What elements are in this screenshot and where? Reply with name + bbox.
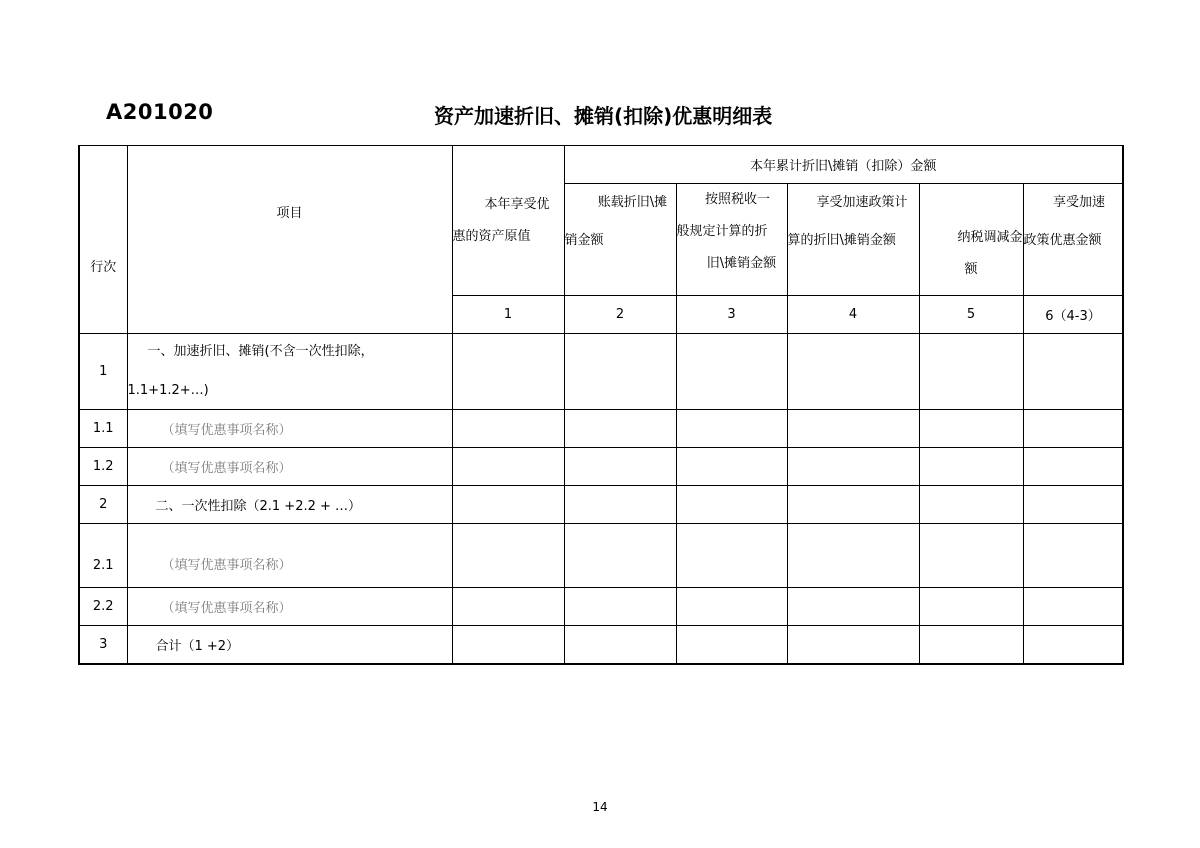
page-number: 14 [592,800,608,814]
header-col3 [676,184,787,296]
header-col4-line1: 享受加速政策计 [816,195,908,210]
amount-cell[interactable] [787,524,919,588]
header-group: 本年累计折旧\摊销（扣除）金额 [564,146,1123,184]
amount-cell[interactable] [787,486,919,524]
amount-cell[interactable] [919,410,1023,448]
row-number: 2 [79,486,127,524]
amount-cell[interactable] [452,334,564,410]
header-col4 [787,184,919,296]
header-col1-line1: 本年享受优 [484,196,550,212]
row-item-line2: 1.1+1.2+…) [127,383,209,398]
amount-cell[interactable] [564,410,676,448]
amount-cell[interactable] [919,588,1023,626]
amount-cell[interactable] [1023,486,1123,524]
amount-cell[interactable] [676,626,787,664]
amount-cell[interactable] [1023,588,1123,626]
row-number: 2.1 [79,524,127,588]
amount-cell[interactable] [787,448,919,486]
amount-cell[interactable] [564,486,676,524]
table-row [79,448,1123,486]
amount-cell[interactable] [787,626,919,664]
amount-cell[interactable] [676,524,787,588]
amount-cell[interactable] [676,588,787,626]
table-row [79,334,1123,410]
row-number: 3 [79,626,127,664]
amount-cell[interactable] [564,524,676,588]
amount-cell[interactable] [787,334,919,410]
header-col4-line2: 算的折旧\摊销金额 [787,233,896,248]
amount-cell[interactable] [452,588,564,626]
row-number: 2.2 [79,588,127,626]
col-number-1: 1 [452,296,564,334]
row-item [127,334,452,410]
amount-cell[interactable] [1023,334,1123,410]
amount-cell[interactable] [452,486,564,524]
col-number-4: 4 [787,296,919,334]
header-col6-line2: 政策优惠金额 [1023,233,1102,248]
header-col5-line2: 额 [964,262,978,277]
header-col2 [564,184,676,296]
amount-cell[interactable] [452,626,564,664]
table-row [79,626,1123,664]
amount-cell[interactable] [676,334,787,410]
header-row-no: 行次 [79,146,127,334]
header-col2-line1: 账载折旧\摊 [597,195,668,210]
header-col2-line2: 销金额 [564,233,604,248]
col-number-5: 5 [919,296,1023,334]
amount-cell[interactable] [919,524,1023,588]
amount-cell[interactable] [676,448,787,486]
amount-cell[interactable] [919,626,1023,664]
amount-cell[interactable] [564,588,676,626]
amount-cell[interactable] [1023,448,1123,486]
amount-cell[interactable] [919,486,1023,524]
amount-cell[interactable] [1023,626,1123,664]
row-item: （填写优惠事项名称） [127,410,452,448]
amount-cell[interactable] [1023,410,1123,448]
table-row [79,486,1123,524]
preferential-detail-table [78,145,1124,665]
row-item: （填写优惠事项名称） [127,448,452,486]
form-code: A201020 [106,100,214,124]
amount-cell[interactable] [564,626,676,664]
header-col5 [919,184,1023,296]
table-row [79,410,1123,448]
col-number-2: 2 [564,296,676,334]
header-col1 [452,146,564,296]
amount-cell[interactable] [1023,524,1123,588]
amount-cell[interactable] [676,410,787,448]
header-col3-line2: 般规定计算的折 [676,224,768,239]
amount-cell[interactable] [787,588,919,626]
amount-cell[interactable] [919,448,1023,486]
row-item-line1: 一、加速折旧、摊销(不含一次性扣除， [147,344,374,359]
amount-cell[interactable] [452,524,564,588]
amount-cell[interactable] [452,448,564,486]
row-number: 1 [79,334,127,410]
table-row [79,588,1123,626]
amount-cell[interactable] [452,410,564,448]
amount-cell[interactable] [564,334,676,410]
header-col5-line1: 纳税调减金 [957,230,1023,245]
form-title: 资产加速折旧、摊销(扣除)优惠明细表 [434,104,773,128]
row-number: 1.1 [79,410,127,448]
row-number: 1.2 [79,448,127,486]
col-number-3: 3 [676,296,787,334]
header-col6 [1023,184,1123,296]
row-item: （填写优惠事项名称） [127,524,452,588]
header-col3-line3: 旧\摊销金额 [706,256,777,271]
header-col6-line1: 享受加速 [1052,195,1105,210]
header-item: 项目 [127,146,452,334]
header-col3-line1: 按照税收一 [704,192,770,207]
col-number-6: 6（4-3） [1023,296,1123,334]
row-item: （填写优惠事项名称） [127,588,452,626]
row-item: 二、一次性扣除（2.1 +2.2 + …） [127,486,452,524]
amount-cell[interactable] [919,334,1023,410]
amount-cell[interactable] [676,486,787,524]
row-item: 合计（1 +2） [127,626,452,664]
amount-cell[interactable] [564,448,676,486]
header-col1-line2: 惠的资产原值 [452,228,531,244]
amount-cell[interactable] [787,410,919,448]
table-row [79,524,1123,588]
